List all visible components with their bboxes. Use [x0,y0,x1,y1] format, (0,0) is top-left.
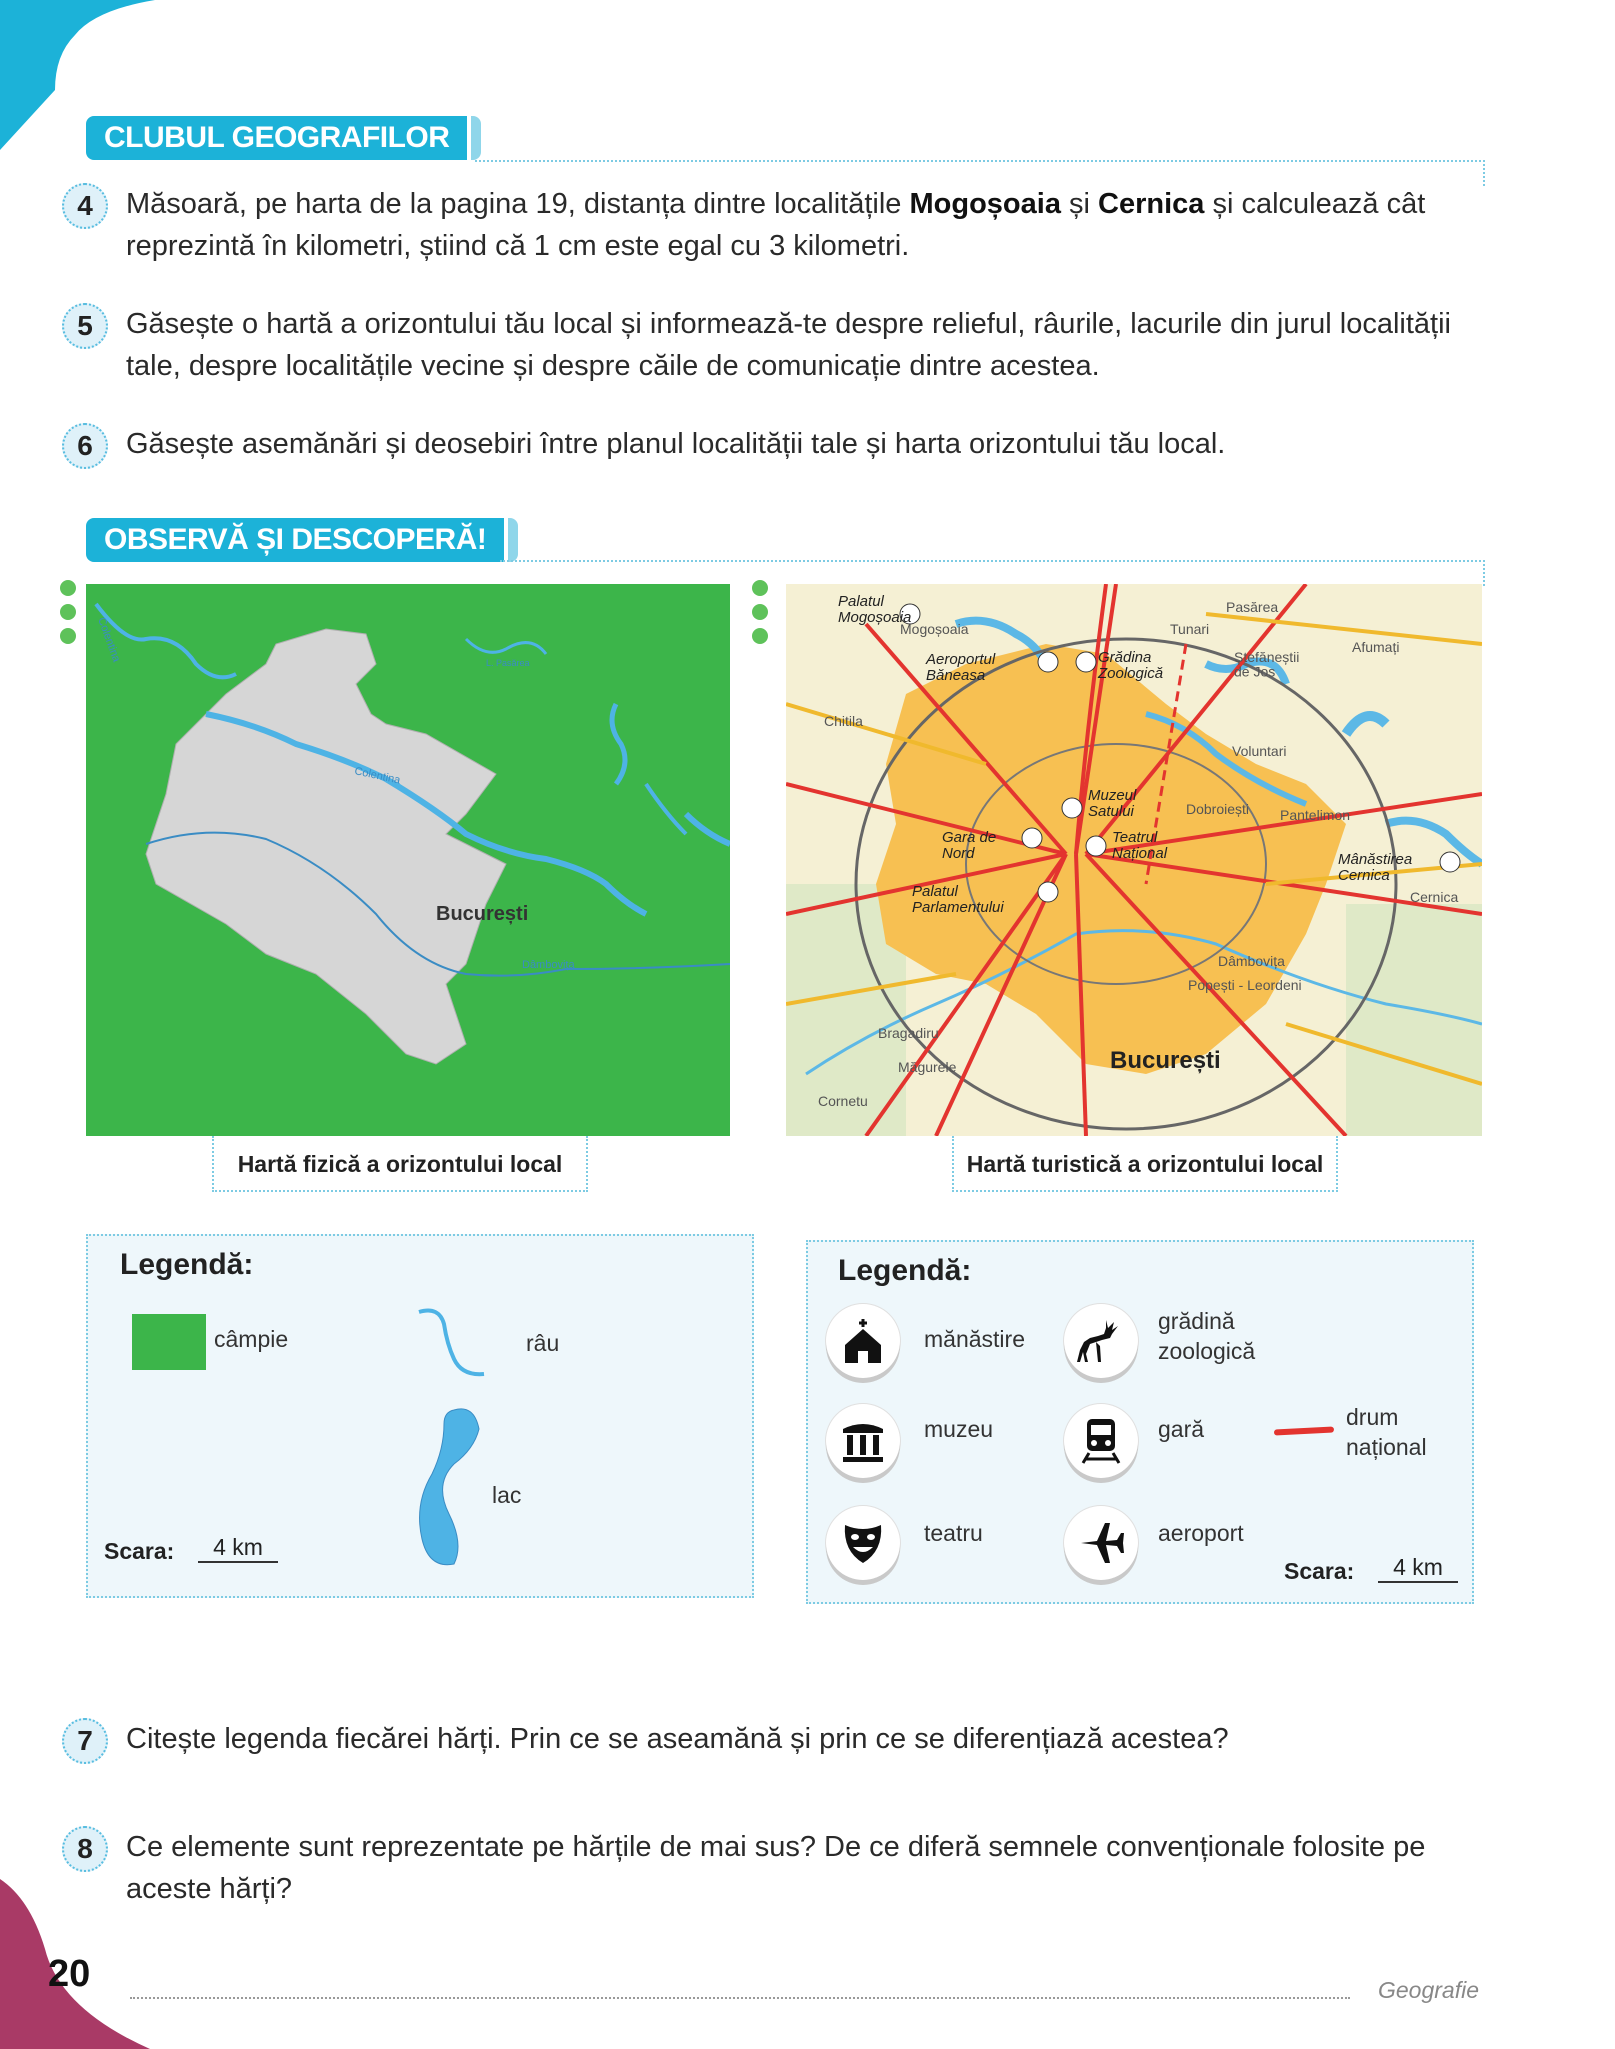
airport-icon [1064,1506,1138,1580]
caption-tourist: Hartă turistică a orizontului local [952,1136,1338,1192]
task-number: 5 [62,303,108,349]
label-dobroiesti: Dobroiești [1186,801,1250,817]
label-muzeul: Muzeul Satului [1088,787,1137,820]
task-text: Măsoară, pe harta de la pagina 19, distanța dintre localitățile Mogoșoaia și Cernica și calculează cât reprezintă în kilometri, știind că 1 cm este egal cu 3 kilometri. [126,188,1426,262]
label-voluntari: Voluntari [1232,743,1287,759]
task-8 [62,1826,1496,1910]
label-popesti: Popești - Leordeni [1188,977,1302,993]
legend-item-zoo: grădină zoologică [1158,1308,1256,1364]
station-icon [1064,1404,1138,1478]
label-teatrul: Teatrul Național [1112,829,1168,862]
scale-bar: 4 km [198,1534,278,1563]
label-palatul-mogosoaia: Palatul Mogoșoaia [838,593,912,626]
legend-physical [86,1234,754,1598]
label-city-tourist: București [1110,1047,1221,1074]
legend-item-monastery: mănăstire [924,1326,1025,1352]
legend-item-lake: lac [492,1482,522,1508]
side-dots [752,580,768,652]
label-gara: Gara de Nord [942,829,997,862]
road-symbol [1274,1426,1334,1435]
lake-symbol [414,1404,494,1574]
label-pantelimon: Pantelimon [1280,807,1351,823]
legend-item-airport: aeroport [1158,1520,1244,1546]
task-number: 6 [62,423,108,469]
legend-item-road: drum național [1346,1404,1427,1460]
task-number: 8 [62,1826,108,1872]
task-4 [62,183,1496,267]
legend-item-station: gară [1158,1416,1205,1442]
task-5 [62,303,1496,387]
task-number: 7 [62,1718,108,1764]
zoo-icon [1064,1304,1138,1378]
legend-title: Legendă: [838,1254,972,1287]
section-header-club [86,116,481,160]
footer-divider [130,1997,1350,1999]
label-tunari: Tunari [1170,621,1210,637]
task-6 [62,423,1496,469]
label-cernica: Cernica [1410,889,1459,905]
task-7 [62,1718,1496,1764]
label-chitila: Chitila [824,713,863,729]
legend-title: Legendă: [120,1248,254,1281]
side-dots [60,580,76,652]
section-header-observe [86,518,518,562]
tourist-map [786,584,1482,1136]
section-title-observe: OBSERVĂ ȘI DESCOPERĂ! [86,518,504,562]
label-stefanestii: Ștefăneștii de Jos [1234,649,1300,680]
task-text: Găsește asemănări și deosebiri între planul localității tale și harta orizontului tău local. [126,428,1226,460]
scale-physical: Scara: [104,1538,175,1564]
label-colentina-north: Colentina [95,615,123,664]
theatre-icon [826,1506,900,1580]
river-symbol [414,1304,494,1384]
label-aeroport: Aeroportul Băneasa [926,651,996,684]
legend-item-museum: muzeu [924,1416,994,1442]
scale-tourist: Scara: [1284,1558,1355,1584]
page-number: 20 [48,1953,91,1995]
task-number: 4 [62,183,108,229]
label-pasarea: Pasărea [1226,599,1279,615]
task-text: Găsește o hartă a orizontului tău local și informează-te despre relieful, râurile, lacurile din jurul localității tale, despre localitățile vecine și despre căile de comunicație dintre acestea. [126,308,1451,382]
plain-swatch [132,1314,206,1370]
task-text: Citește legenda fiecărei hărți. Prin ce se aseamănă și prin ce se diferențiază acestea? [126,1723,1229,1755]
label-manastirea: Mânăstirea Cernica [1338,851,1413,884]
legend-item-plain: câmpie [214,1326,289,1352]
monastery-icon [826,1304,900,1378]
museum-icon [826,1404,900,1478]
task-text: Ce elemente sunt reprezentate pe hărțile de mai sus? De ce diferă semnele convenționale folosite pe aceste hărți? [126,1831,1426,1905]
label-colentina: Colentina [353,765,402,787]
label-city: București [436,903,529,925]
footer-subject: Geografie [1378,1977,1480,2003]
label-dambovita-tourist: Dâmbovița [1218,953,1285,969]
scale-bar: 4 km [1378,1554,1458,1583]
label-dambovita: Dâmbovița [522,959,575,971]
section-title-club: CLUBUL GEOGRAFILOR [86,116,467,160]
physical-map [86,584,730,1136]
label-bragadiru: Bragadiru [878,1025,939,1041]
legend-tourist [806,1240,1474,1604]
label-lake: L. Pasărea [486,658,530,668]
caption-physical: Hartă fizică a orizontului local [212,1136,588,1192]
label-magurele: Măgurele [898,1059,957,1075]
label-palatul-parlamentului: Palatul Parlamentului [912,883,1004,916]
legend-item-river: râu [526,1330,560,1356]
label-gradina: Grădina Zoologică [1098,649,1164,682]
label-afumati: Afumați [1352,639,1400,655]
legend-item-theatre: teatru [924,1520,983,1546]
label-mogosoaia: Mogoșoaia [900,621,969,637]
label-cornetu: Cornetu [818,1093,868,1109]
